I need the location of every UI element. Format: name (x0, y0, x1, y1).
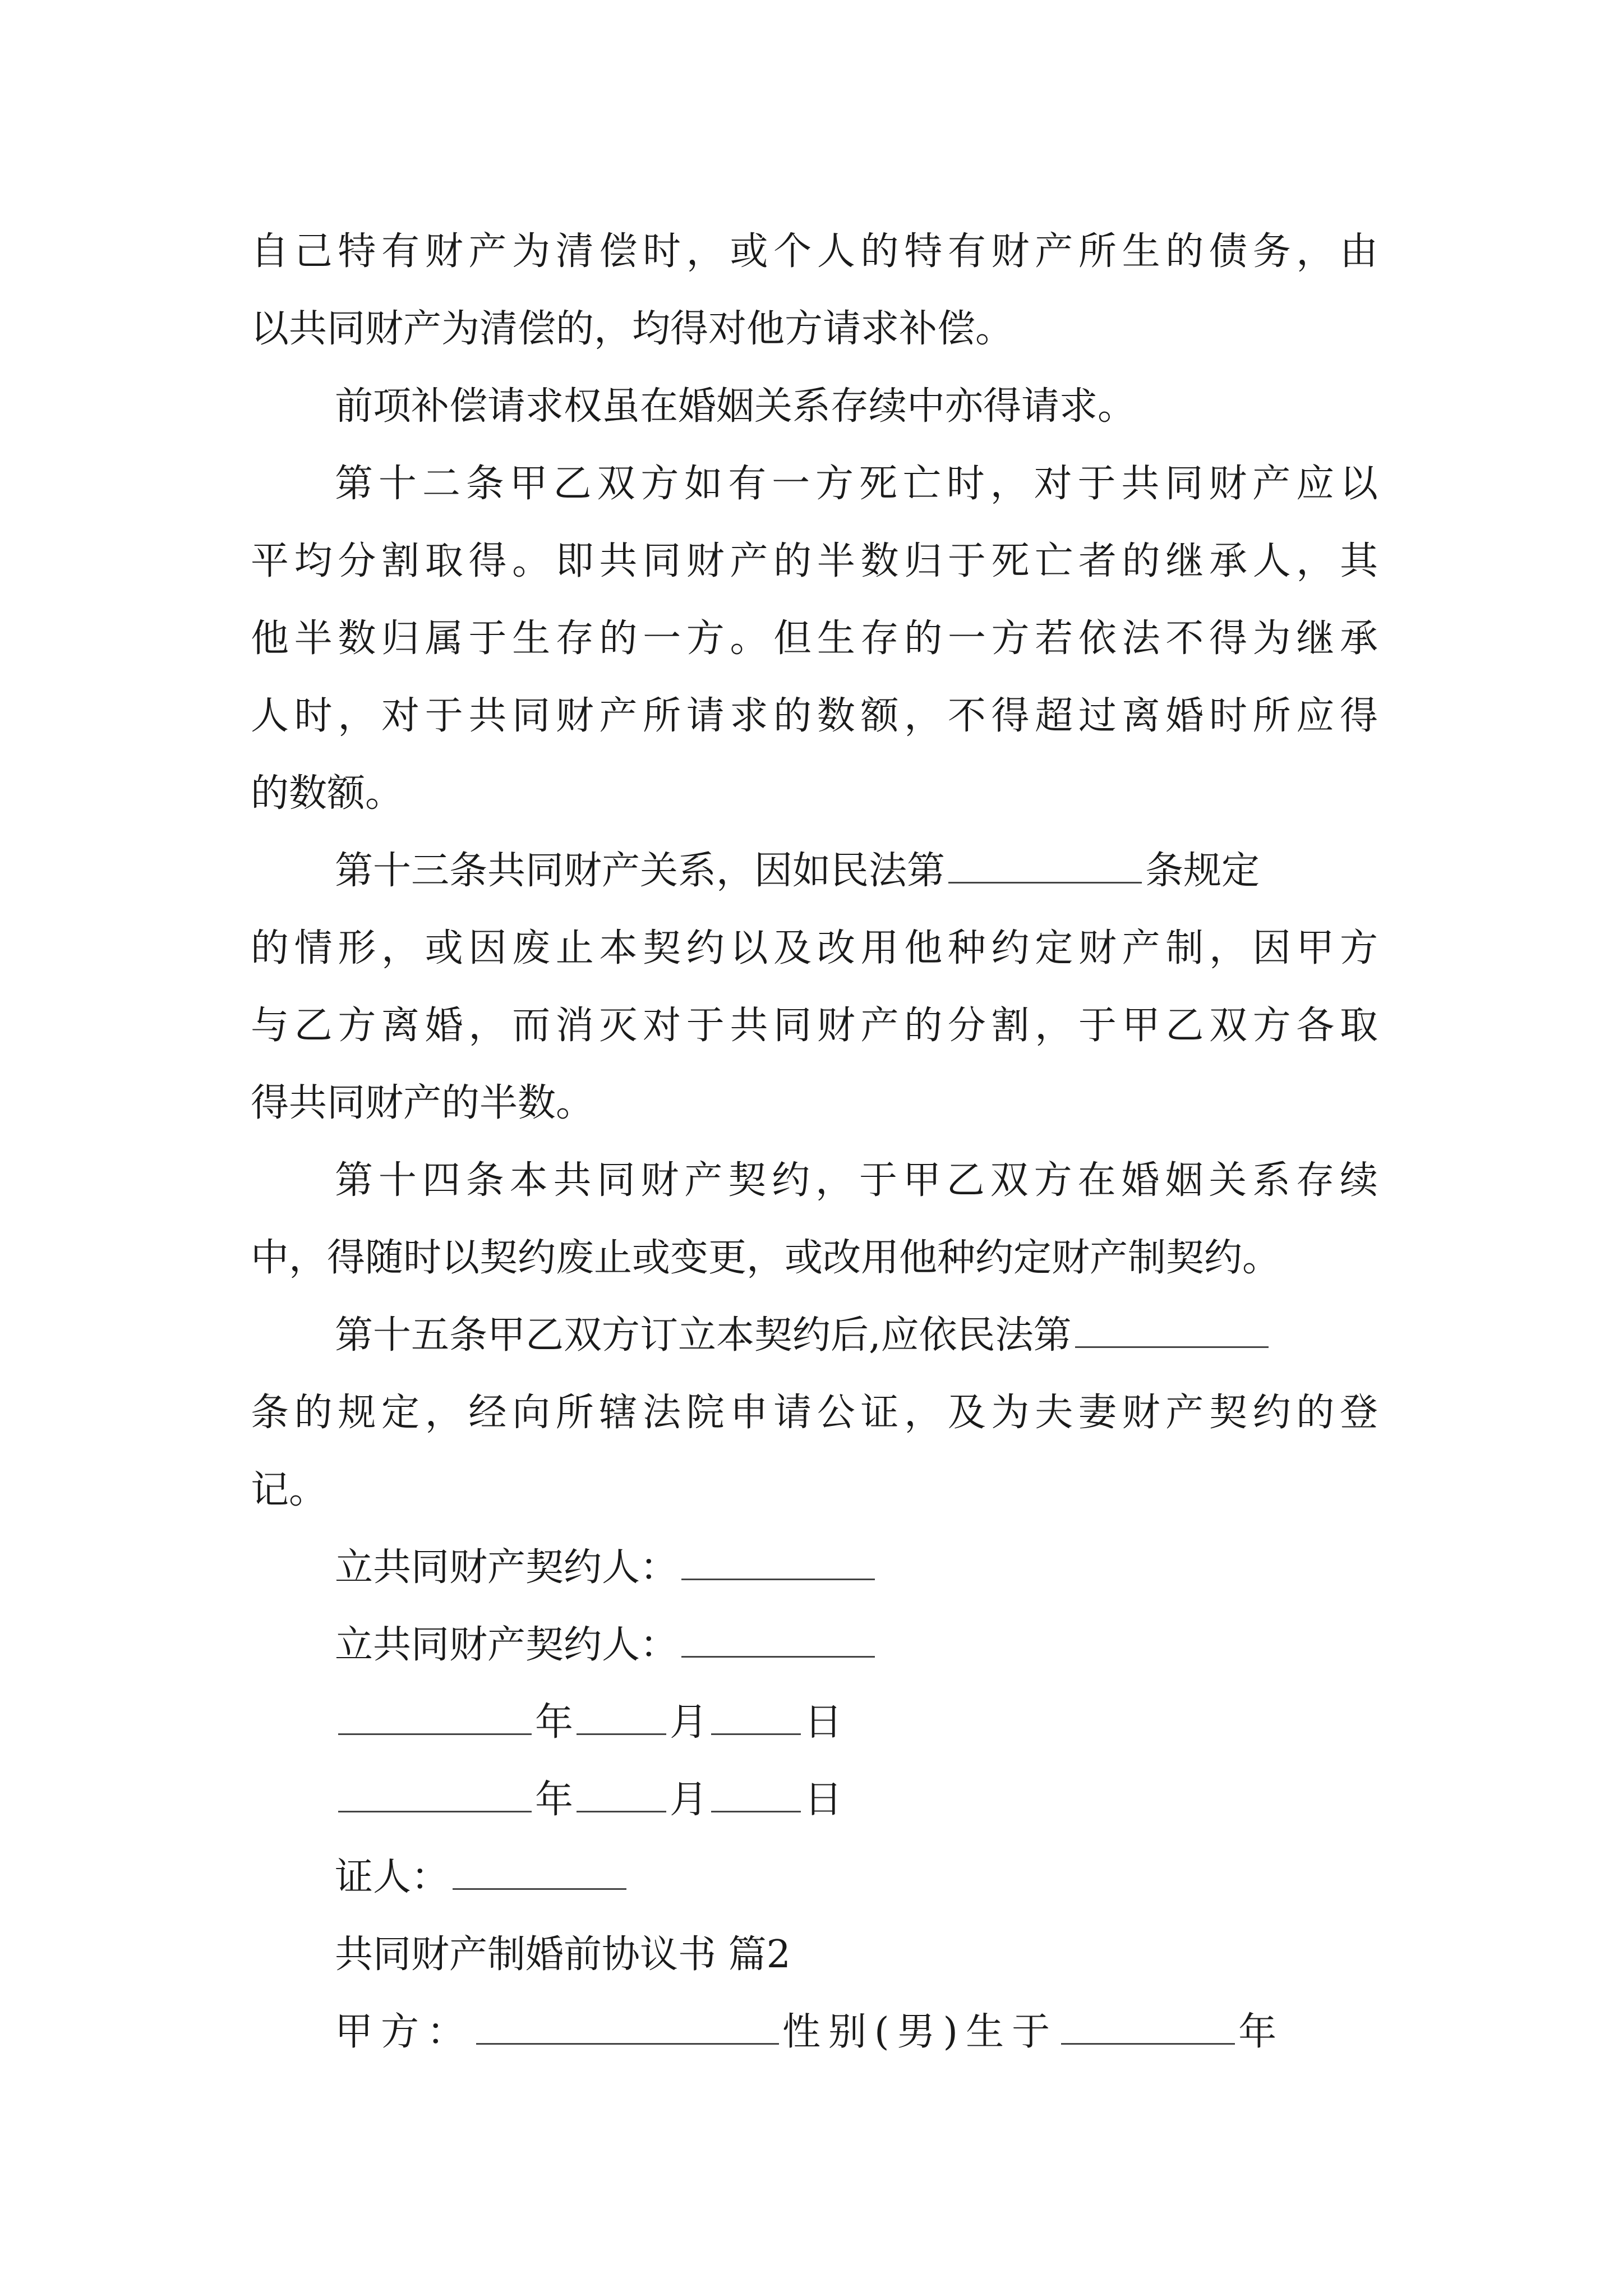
article-number-blank[interactable] (1075, 1312, 1269, 1348)
day-blank[interactable] (711, 1776, 801, 1812)
article-15-text-before: 第十五条甲乙双方订立本契约后,应依民法第 (335, 1313, 1072, 1358)
article-13-text-after: 条规定 (1145, 849, 1260, 893)
article-13-line: 与乙方离婚，而消灭对于共同财产的分割，于甲乙双方各取 (251, 1004, 1378, 1048)
year-label: 年 (535, 1778, 574, 1822)
day-blank[interactable] (711, 1699, 801, 1735)
article-13-line: 的情形，或因废止本契约以及改用他种约定财产制，因甲方 (251, 926, 1378, 970)
party-a-line (251, 1994, 1378, 2071)
article-13-text-before: 第十三条共同财产关系，因如民法第 (335, 849, 946, 893)
year-blank[interactable] (338, 1776, 532, 1812)
party-a-year-label: 年 (1238, 2010, 1285, 2054)
article-15-line (251, 1297, 1378, 1374)
signature-party-1 (251, 1529, 1378, 1607)
article-12-line: 人时，对于共同财产所请求的数额，不得超过离婚时所应得 (251, 694, 1378, 738)
article-14-line: 中，得随时以契约废止或变更，或改用他种约定财产制契约。 (251, 1236, 1281, 1280)
date-line-1 (251, 1684, 1378, 1761)
article-15-line: 条的规定，经向所辖法院申请公证，及为夫妻财产契约的登 (251, 1391, 1378, 1435)
signature-party-2 (251, 1607, 1378, 1684)
witness-label: 证人： (335, 1855, 450, 1899)
party-a-birth-year-blank[interactable] (1061, 2008, 1235, 2045)
month-label: 月 (670, 1778, 708, 1822)
text-line: 自己特有财产为清偿时，或个人的特有财产所生的债务，由 (251, 229, 1378, 274)
party-a-gender: 性别(男)生于 (782, 2010, 1058, 2054)
section-title: 共同财产制婚前协议书 篇2 (335, 1932, 791, 1977)
month-label: 月 (670, 1700, 708, 1745)
text-line: 前项补偿请求权虽在婚姻关系存续中亦得请求。 (335, 384, 1136, 429)
witness-line (251, 1839, 1378, 1916)
day-label: 日 (804, 1700, 843, 1745)
party-a-label: 甲方： (335, 2010, 473, 2054)
article-12-line: 平均分割取得。即共同财产的半数归于死亡者的继承人，其 (251, 539, 1378, 583)
document-body (251, 213, 1378, 2071)
article-13-line (251, 832, 1378, 910)
article-12-line: 第十二条甲乙双方如有一方死亡时，对于共同财产应以 (335, 462, 1378, 506)
article-number-blank[interactable] (948, 847, 1142, 884)
article-13-line: 得共同财产的半数。 (251, 1081, 594, 1125)
article-12-line: 的数额。 (251, 771, 404, 816)
day-label: 日 (804, 1778, 843, 1822)
article-15-line: 记。 (251, 1468, 328, 1512)
party-a-name-blank[interactable] (476, 2008, 779, 2045)
month-blank[interactable] (577, 1776, 666, 1812)
signature-label: 立共同财产契约人： (335, 1623, 679, 1667)
witness-blank[interactable] (453, 1853, 626, 1890)
text-line: 以共同财产为清偿的，均得对他方请求补偿。 (251, 307, 1014, 351)
date-line-2 (251, 1761, 1378, 1839)
signature-label: 立共同财产契约人： (335, 1545, 679, 1590)
year-label: 年 (535, 1700, 574, 1745)
signature-blank[interactable] (681, 1544, 875, 1580)
article-12-line: 他半数归属于生存的一方。但生存的一方若依法不得为继承 (251, 616, 1378, 661)
article-14-line: 第十四条本共同财产契约，于甲乙双方在婚姻关系存续 (335, 1158, 1378, 1203)
signature-blank[interactable] (681, 1621, 875, 1658)
month-blank[interactable] (577, 1699, 666, 1735)
year-blank[interactable] (338, 1699, 532, 1735)
